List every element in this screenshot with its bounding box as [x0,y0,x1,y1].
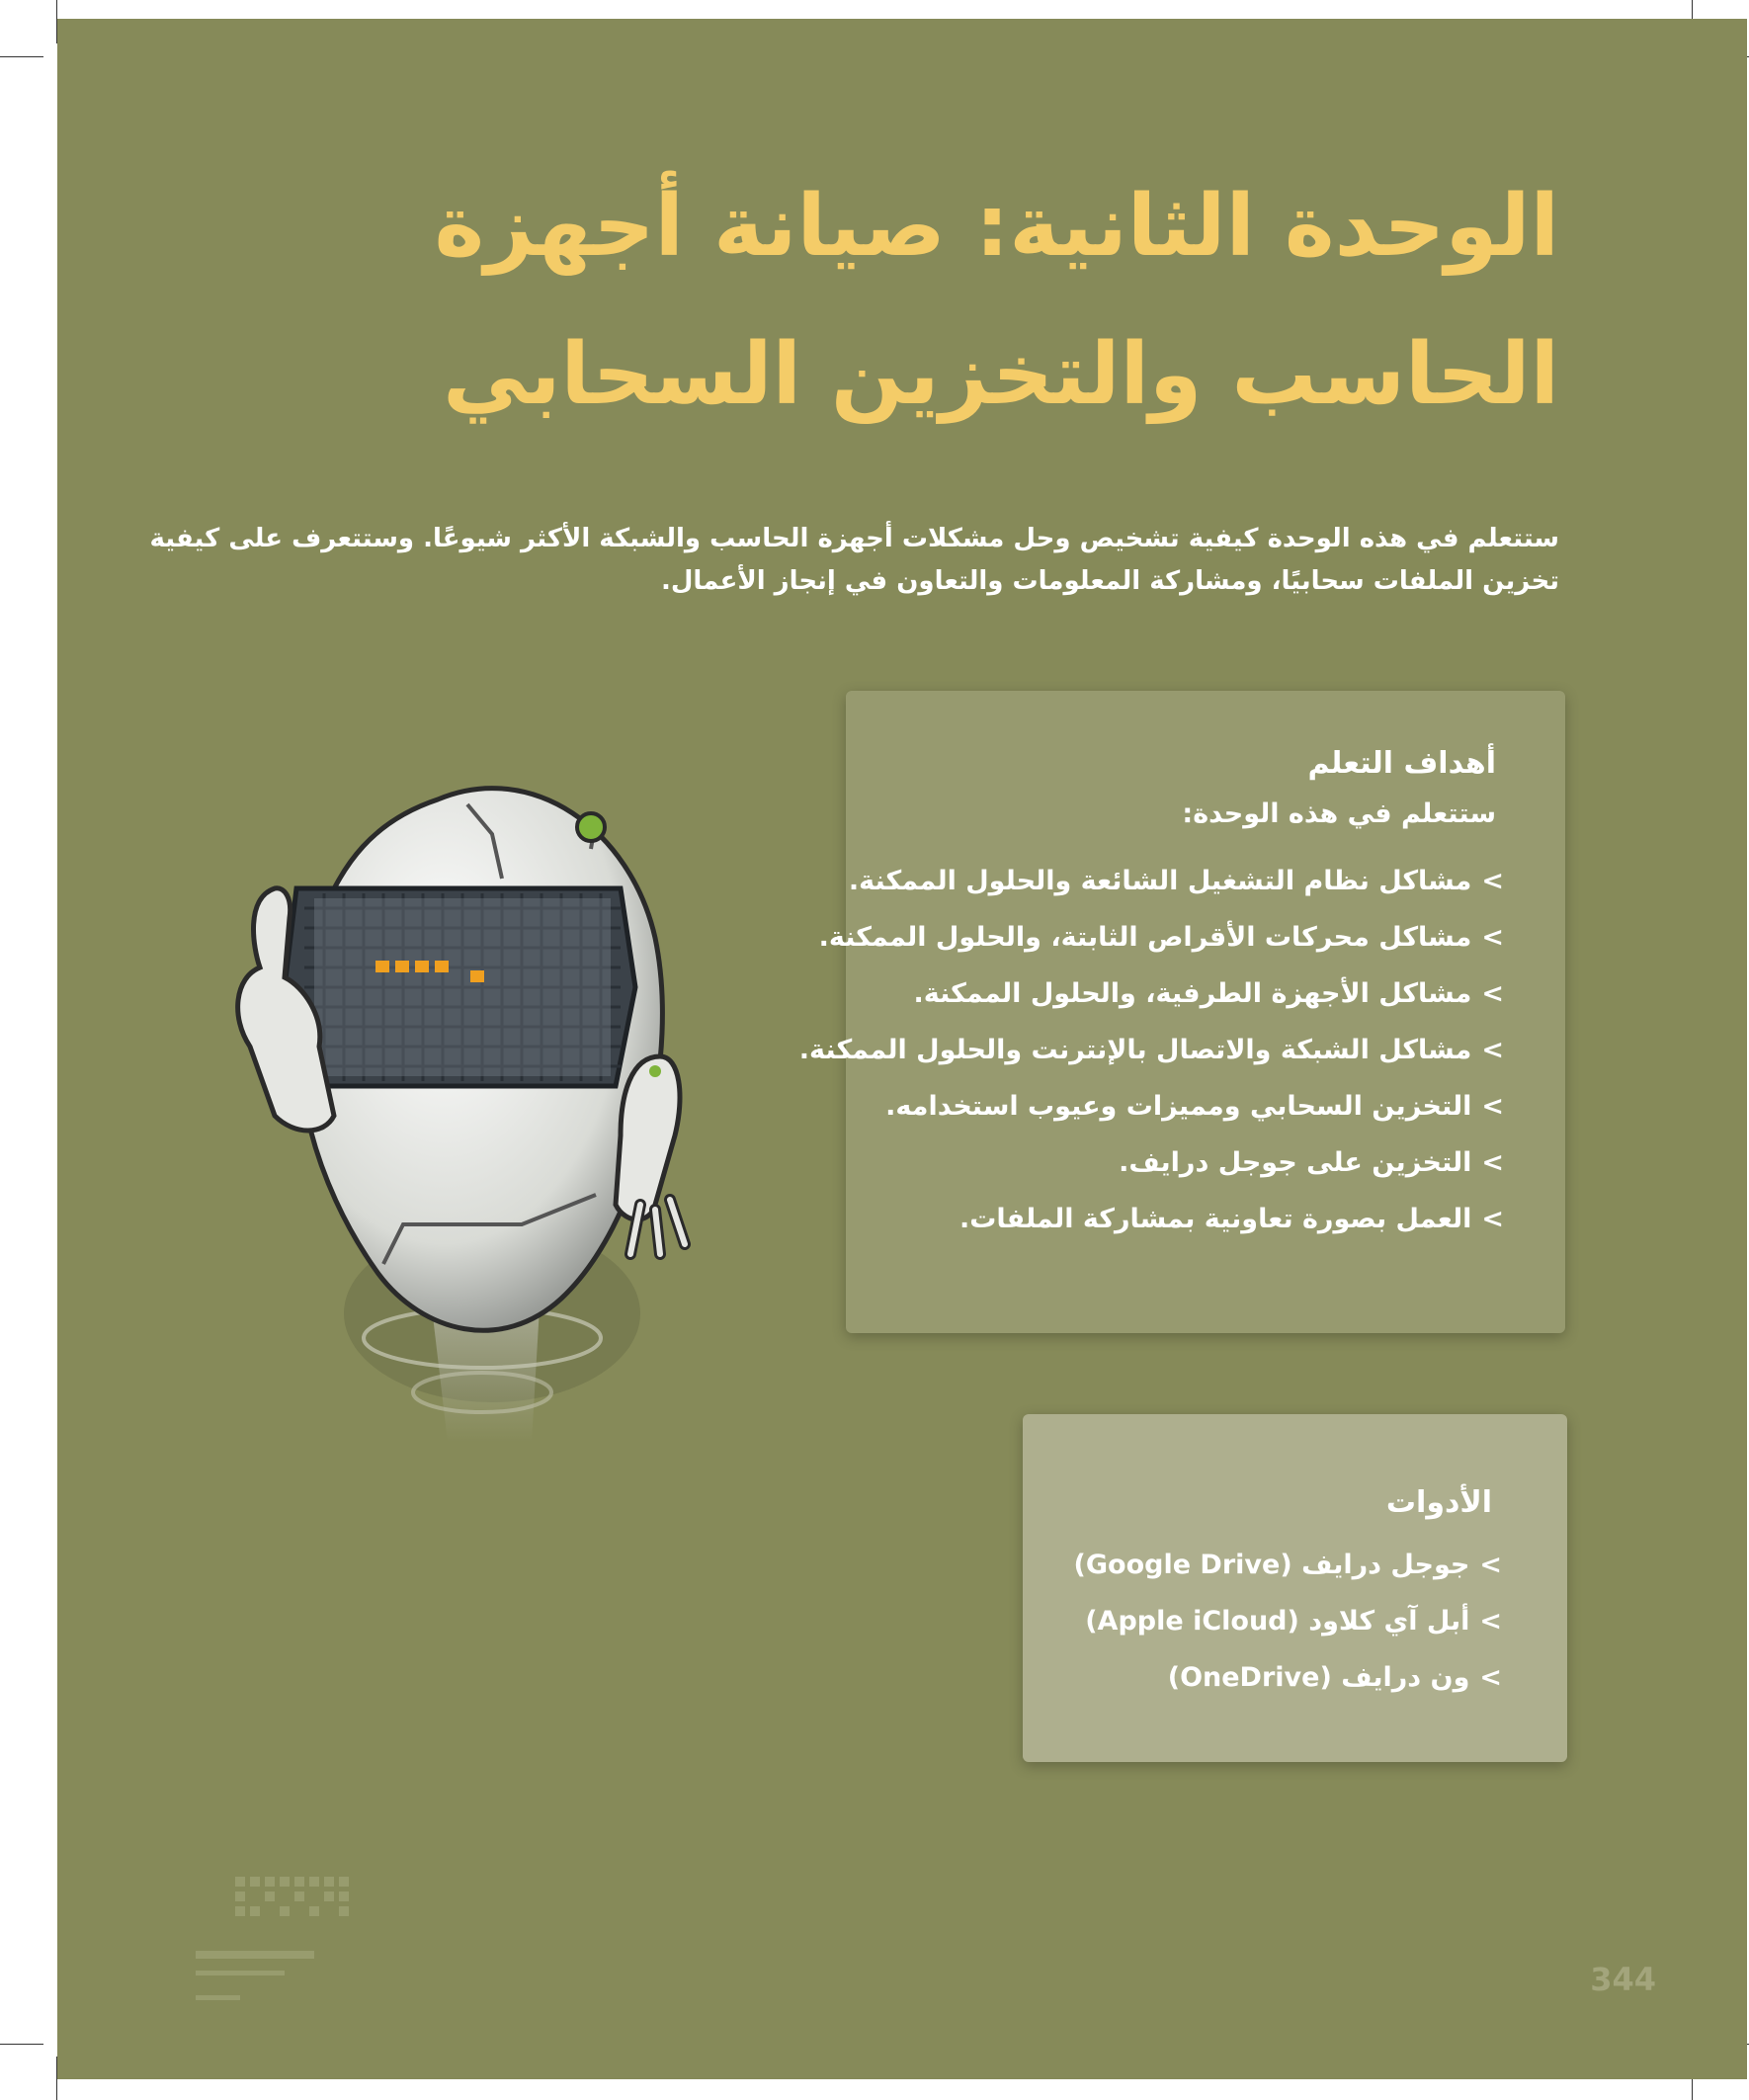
tool-text: جوجل درايف (Google Drive) [1073,1550,1470,1580]
tool-text: أبل آي كلاود (Apple iCloud) [1085,1606,1470,1637]
page-number: 344 [1590,1961,1656,1998]
list-item [872,1078,1504,1134]
tool-text: ون درايف (OneDrive) [1167,1662,1470,1693]
bullet-chevron-icon: > [1481,922,1504,953]
goal-text: التخزين على جوجل درايف. [1119,1147,1472,1178]
list-item [848,853,1504,909]
bullet-chevron-icon: > [1479,1550,1502,1580]
list-item [872,966,1504,1022]
tools-heading: الأدوات [1385,1485,1492,1520]
learning-goals-heading: أهداف التعلم [1307,746,1496,781]
goal-text: مشاكل الأجهزة الطرفية، والحلول الممكنة. [913,978,1472,1009]
crop-mark [0,2044,43,2045]
tools-panel [1023,1414,1567,1762]
bullet-chevron-icon: > [1481,1204,1504,1234]
goal-text: مشاكل محركات الأقراص الثابتة، والحلول الممكنة. [818,922,1472,953]
goal-text: العمل بصورة تعاونية بمشاركة الملفات. [959,1204,1472,1234]
page [57,19,1747,2079]
goal-text: التخزين السحابي ومميزات وعيوب استخدامه. [885,1091,1472,1122]
goal-text: مشاكل نظام التشغيل الشائعة والحلول الممكنة. [848,866,1472,896]
list-item [872,1191,1504,1247]
learning-goals-panel [798,691,1565,1333]
learning-goals-list [798,853,1504,1247]
unit-intro: ستتعلم في هذه الوحدة كيفية تشخيص وحل مشكلات أجهزة الحاسب والشبكة الأكثر شيوعًا. وستتعرف على كيفية تخزين الملفات سحابيًا، ومشاركة المعلومات والتعاون في إنجاز الأعمال. [149,524,1559,596]
bullet-chevron-icon: > [1481,866,1504,896]
unit-title-line-2: الحاسب والتخزين السحابي [443,325,1559,424]
goal-text: مشاكل الشبكة والاتصال بالإنترنت والحلول الممكنة. [798,1035,1472,1065]
learning-goals-subheading: ستتعلم في هذه الوحدة: [1182,798,1496,829]
bullet-chevron-icon: > [1479,1606,1502,1637]
ministry-of-education-logo-icon [186,1857,374,2035]
unit-title [176,152,1559,449]
list-item [1038,1649,1502,1706]
crop-mark [0,56,43,57]
list-item [1038,1593,1502,1649]
bullet-chevron-icon: > [1481,1147,1504,1178]
bullet-chevron-icon: > [1479,1662,1502,1693]
bullet-chevron-icon: > [1481,978,1504,1009]
list-item [818,909,1504,966]
unit-title-line-1: الوحدة الثانية: صيانة أجهزة [434,177,1559,276]
list-item [798,1022,1504,1078]
tools-list [1038,1537,1502,1706]
bullet-chevron-icon: > [1481,1035,1504,1065]
bullet-chevron-icon: > [1481,1091,1504,1122]
robot-mascot-icon [206,760,779,1471]
list-item [1038,1537,1502,1593]
list-item [872,1134,1504,1191]
